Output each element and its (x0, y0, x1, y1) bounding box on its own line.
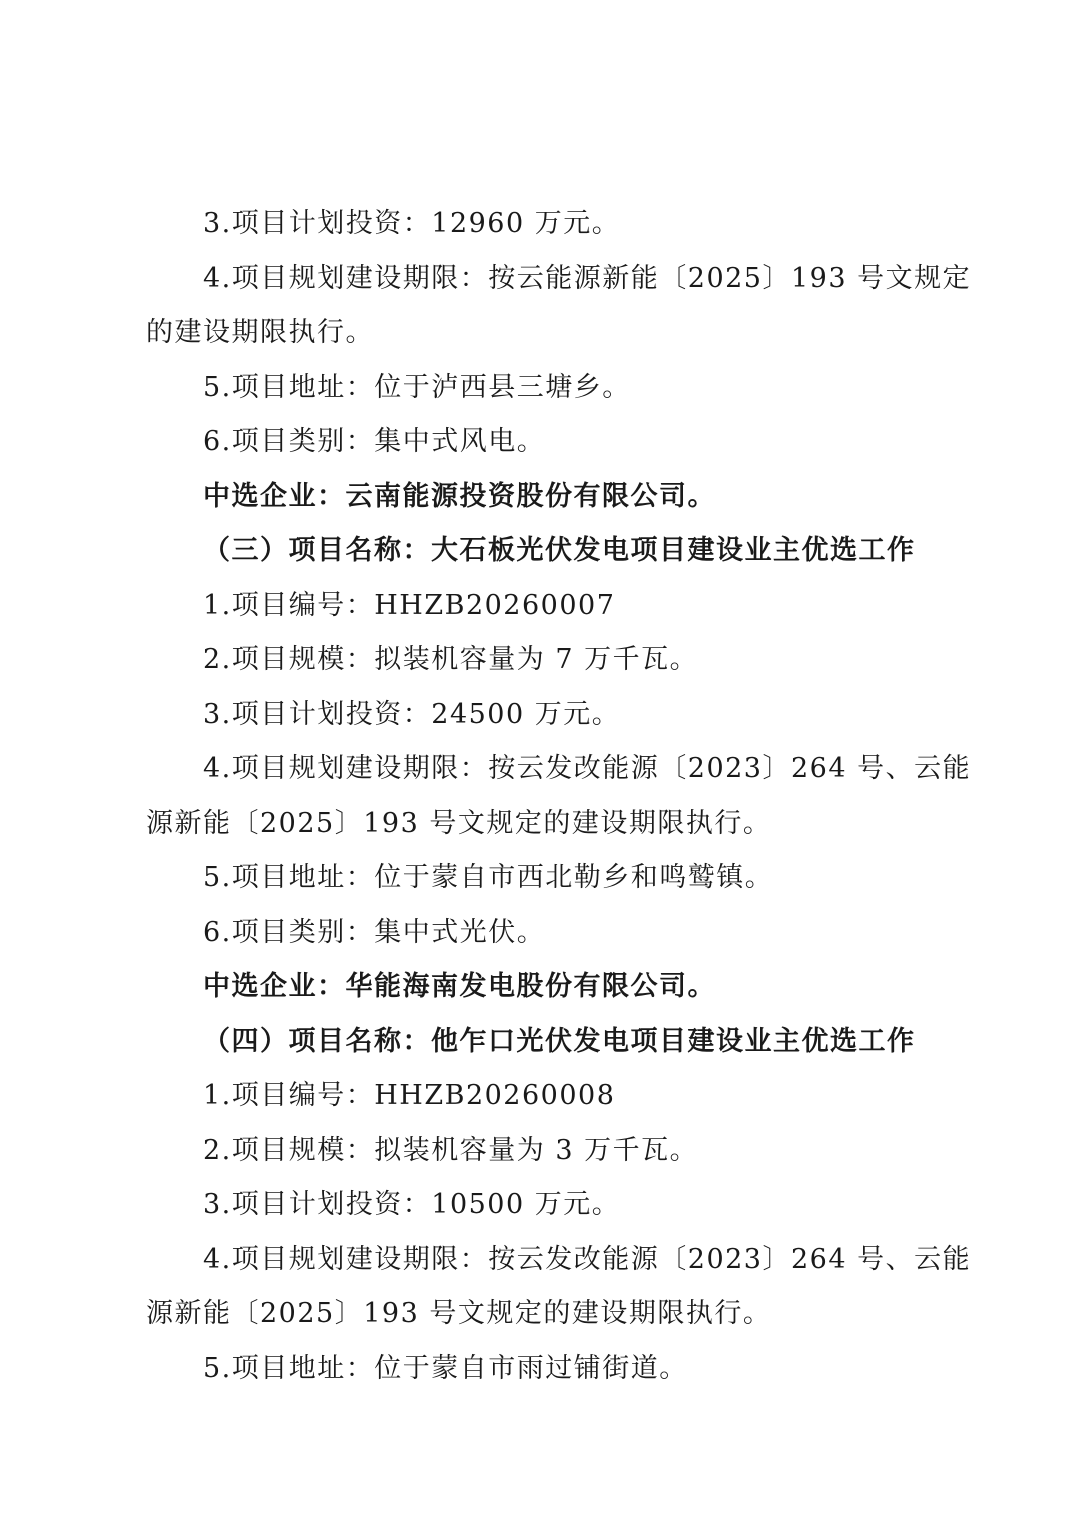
address-line: 5.项目地址：位于蒙自市雨过铺街道。 (203, 1352, 688, 1384)
project-scale-line: 2.项目规模：拟装机容量为 7 万千瓦。 (203, 644, 699, 675)
project-title-heading: （四）项目名称：他乍口光伏发电项目建设业主优选工作 (203, 1025, 916, 1057)
investment-line: 3.项目计划投资：10500 万元。 (203, 1189, 621, 1220)
investment-line: 3.项目计划投资：12960 万元。 (203, 208, 621, 239)
selected-company-heading: 中选企业：云南能源投资股份有限公司。 (203, 480, 716, 512)
project-title-heading: （三）项目名称：大石板光伏发电项目建设业主优选工作 (203, 535, 916, 566)
construction-period-continuation: 源新能〔2025〕193 号文规定的建设期限执行。 (146, 1298, 772, 1329)
project-number-line: 1.项目编号：HHZB20260007 (203, 589, 616, 621)
construction-period-continuation: 源新能〔2025〕193 号文规定的建设期限执行。 (146, 807, 772, 839)
address-line: 5.项目地址：位于蒙自市西北勒乡和鸣鹫镇。 (203, 862, 774, 893)
selected-company-heading: 中选企业：华能海南发电股份有限公司。 (203, 971, 716, 1002)
construction-period-line: 4.项目规划建设期限：按云能源新能〔2025〕193 号文规定 (203, 262, 972, 294)
construction-period-line: 4.项目规划建设期限：按云发改能源〔2023〕264 号、云能 (203, 753, 972, 784)
category-line: 6.项目类别：集中式光伏。 (203, 916, 546, 948)
address-line: 5.项目地址：位于泸西县三塘乡。 (203, 371, 631, 403)
project-number-line: 1.项目编号：HHZB20260008 (203, 1080, 616, 1111)
project-scale-line: 2.项目规模：拟装机容量为 3 万千瓦。 (203, 1134, 699, 1166)
document-body (146, 197, 972, 1396)
investment-line: 3.项目计划投资：24500 万元。 (203, 698, 621, 730)
construction-period-continuation: 的建设期限执行。 (146, 317, 374, 348)
category-line: 6.项目类别：集中式风电。 (203, 426, 546, 457)
construction-period-line: 4.项目规划建设期限：按云发改能源〔2023〕264 号、云能 (203, 1243, 972, 1275)
